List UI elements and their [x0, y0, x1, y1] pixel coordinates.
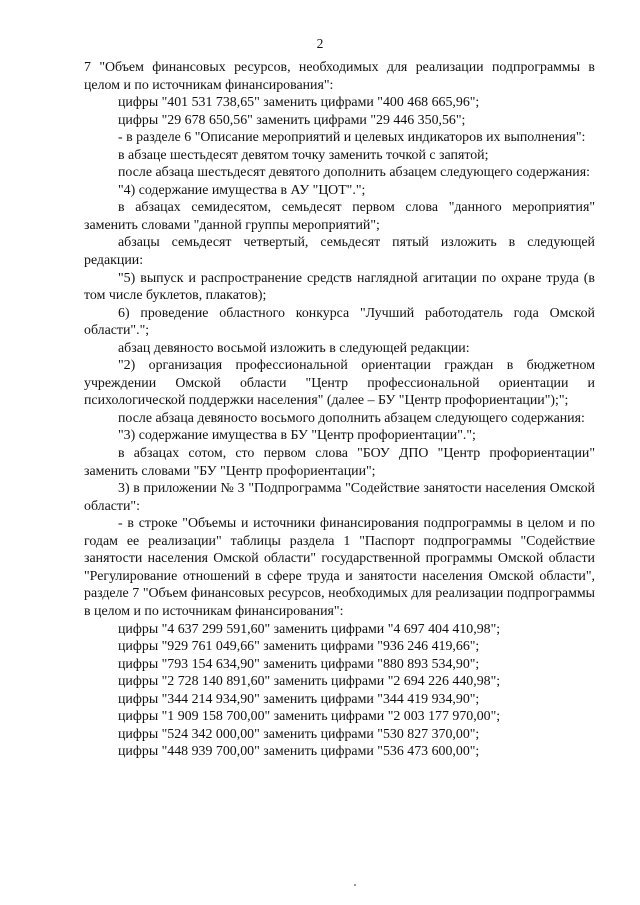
- paragraph: цифры "448 939 700,00" заменить цифрами "536 473 600,00";: [118, 744, 480, 760]
- paragraph: 7 "Объем финансовых ресурсов, необходимых для реализации подпрограммы в целом и по источникам финансирования":: [84, 60, 595, 93]
- paragraph: в абзацах семидесятом, семьдесят первом слова "данного мероприятия" заменить словами "данной группы мероприятий";: [84, 200, 595, 233]
- paragraph: цифры "793 154 634,90" заменить цифрами "880 893 534,90";: [118, 656, 480, 672]
- document-body: [84, 59, 595, 761]
- paragraph: в абзацах сотом, сто первом слова "БОУ ДПО "Центр профориентации" заменить словами "БУ "Центр профориентации";: [84, 446, 595, 479]
- paragraph: цифры "1 909 158 700,00" заменить цифрами "2 003 177 970,00";: [118, 709, 501, 725]
- paragraph: - в строке "Объемы и источники финансирования подпрограммы в целом и по годам ее реализации" таблицы раздела 1 "Паспорт подпрограммы "Содействие занятости населения Омской области" государственной программы Омской области "Регулирование отношений в сфере труда и занятости населения Омской области", разделе 7 "Объем финансовых ресурсов, необходимых для реализации подпрограммы в целом и по источникам финансирования":: [84, 516, 595, 619]
- paragraph: абзацы семьдесят четвертый, семьдесят пятый изложить в следующей редакции:: [84, 235, 595, 269]
- paragraph: после абзаца девяносто восьмого дополнить абзацем следующего содержания:: [118, 410, 585, 426]
- paragraph: "4) содержание имущества в АУ "ЦОТ".";: [118, 182, 366, 198]
- paragraph: цифры "2 728 140 891,60" заменить цифрами "2 694 226 440,98";: [118, 674, 501, 690]
- scan-speck: [354, 884, 356, 886]
- paragraph: абзац девяносто восьмой изложить в следующей редакции:: [118, 340, 470, 356]
- paragraph: цифры "4 637 299 591,60" заменить цифрами "4 697 404 410,98";: [118, 621, 501, 637]
- page-number: 2: [316, 36, 324, 51]
- paragraph: 3) в приложении № 3 "Подпрограмма "Содействие занятости населения Омской области":: [84, 481, 595, 514]
- paragraph: цифры "524 342 000,00" заменить цифрами "530 827 370,00";: [118, 726, 480, 742]
- paragraph: в абзаце шестьдесят девятом точку заменить точкой с запятой;: [118, 147, 489, 163]
- paragraph: цифры "29 678 650,56" заменить цифрами "29 446 350,56";: [118, 112, 466, 128]
- paragraph: цифры "401 531 738,65" заменить цифрами "400 468 665,96";: [118, 95, 480, 111]
- paragraph: цифры "929 761 049,66" заменить цифрами "936 246 419,66";: [118, 639, 480, 655]
- paragraph: цифры "344 214 934,90" заменить цифрами "344 419 934,90";: [118, 691, 480, 707]
- paragraph: "5) выпуск и распространение средств наглядной агитации по охране труда (в том числе буклетов, плакатов);: [84, 270, 595, 304]
- paragraph: "2) организация профессиональной ориентации граждан в бюджетном учреждении Омской области "Центр профессиональной ориентации и психологической поддержки населения" (далее – БУ "Центр профориентации");";: [84, 358, 595, 409]
- paragraph: 6) проведение областного конкурса "Лучший работодатель года Омской области".";: [84, 305, 595, 339]
- paragraph: - в разделе 6 "Описание мероприятий и целевых индикаторов их выполнения":: [118, 130, 586, 146]
- paragraph: после абзаца шестьдесят девятого дополнить абзацем следующего содержания:: [118, 165, 590, 181]
- paragraph: "3) содержание имущества в БУ "Центр профориентации".";: [118, 428, 476, 444]
